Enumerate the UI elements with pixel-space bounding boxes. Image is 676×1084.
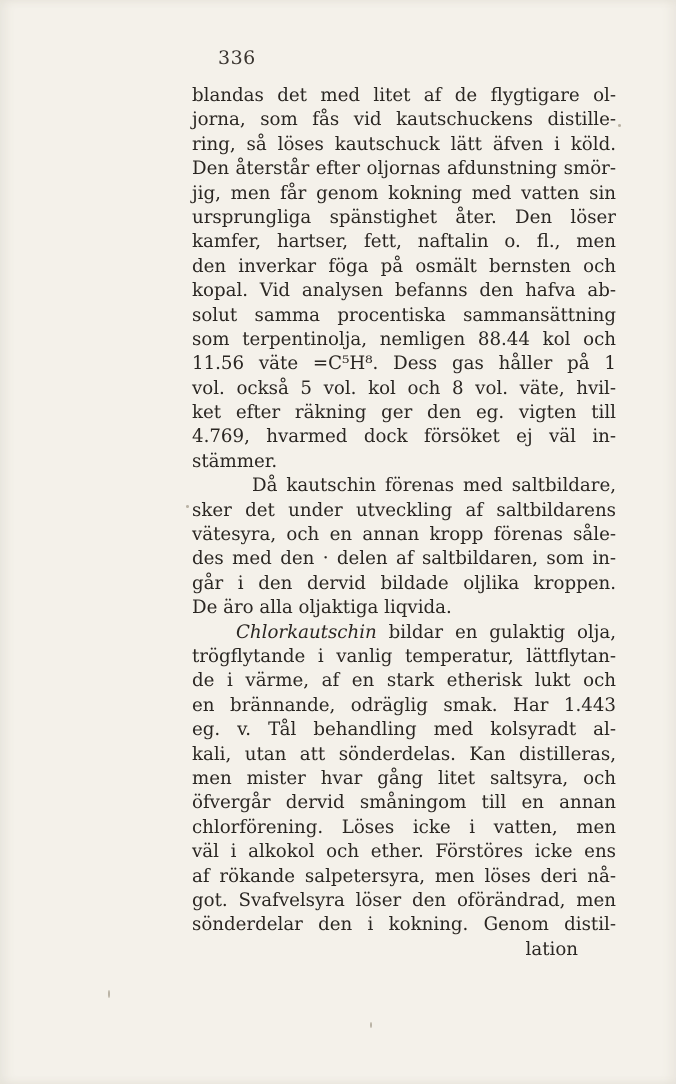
text-line-36: lation bbox=[525, 938, 578, 960]
text-line-6: ursprungliga spänstighet åter. Den löser bbox=[192, 206, 616, 228]
text-line-28: kali, utan att sönderdelas. Kan distilleras, bbox=[192, 743, 616, 765]
text-line-20: des med den · delen af saltbildaren, som in- bbox=[192, 548, 616, 570]
text-line-18: sker det under utveckling af saltbildarens bbox=[192, 499, 616, 521]
text-line-8: den inverkar föga på osmält bernsten och bbox=[192, 255, 616, 277]
text-line-13: vol. också 5 vol. kol och 8 vol. väte, hvil- bbox=[192, 377, 616, 399]
text-line-12: 11.56 väte =C⁵H⁸. Dess gas håller på 1 bbox=[192, 353, 616, 375]
text-line-30: öfvergår dervid småningom till en annan bbox=[192, 792, 616, 814]
text-line-7: kamfer, hartser, fett, naftalin o. fl., men bbox=[192, 231, 616, 253]
text-line-16: stämmer. bbox=[192, 450, 278, 472]
text-line-34: got. Svafvelsyra löser den oförändrad, men bbox=[192, 889, 616, 911]
paper-speck bbox=[186, 505, 189, 508]
text-line-17: Då kautschin förenas med saltbildare, bbox=[252, 475, 616, 497]
text-line-23-rest: bildar en gulaktig olja, bbox=[388, 621, 616, 643]
text-line-1: blandas det med litet af de flygtigare ol- bbox=[192, 85, 616, 106]
text-line-22: De äro alla oljaktiga liqvida. bbox=[192, 597, 452, 619]
text-line-27: eg. v. Tål behandling med kolsyradt al- bbox=[192, 719, 616, 741]
text-line-25: de i värme, af en stark etherisk lukt och bbox=[192, 670, 616, 692]
text-line-33: af rökande salpetersyra, men löses deri nå- bbox=[192, 865, 616, 887]
text-line-10: solut samma procentiska sammansättning bbox=[192, 304, 616, 326]
text-line-19: vätesyra, och en annan kropp förenas såle- bbox=[192, 524, 616, 546]
text-line-4: Den återstår efter oljornas afdunstning smör- bbox=[192, 158, 616, 180]
text-line-5: jig, men får genom kokning med vatten sin bbox=[192, 182, 616, 204]
italic-term: Chlorkautschin bbox=[236, 621, 377, 643]
text-line-9: kopal. Vid analysen befanns den hafva ab- bbox=[192, 280, 616, 302]
paper-speck bbox=[618, 124, 621, 127]
text-line-14: ket efter räkning ger den eg. vigten till bbox=[192, 402, 616, 424]
text-line-15: 4.769, hvarmed dock försöket ej väl in- bbox=[192, 426, 616, 448]
paper-speck bbox=[108, 990, 110, 998]
paper-speck bbox=[370, 1022, 372, 1028]
text-line-32: väl i alkokol och ether. Förstöres icke ens bbox=[192, 841, 616, 863]
text-line-35: sönderdelar den i kokning. Genom distil- bbox=[192, 914, 616, 936]
text-line-23 bbox=[192, 621, 616, 645]
text-line-3: ring, så löses kautschuck lätt äfven i köld. bbox=[192, 133, 616, 155]
text-line-24: trögflytande i vanlig temperatur, lättflytan- bbox=[192, 645, 616, 667]
body-text bbox=[192, 84, 616, 962]
text-line-21: går i den dervid bildade oljlika kroppen. bbox=[192, 572, 616, 594]
text-line-2: jorna, som fås vid kautschuckens distille- bbox=[192, 109, 616, 131]
text-line-29: men mister hvar gång litet saltsyra, och bbox=[192, 767, 616, 789]
page-number: 336 bbox=[218, 47, 256, 69]
text-line-31: chlorförening. Löses icke i vatten, men bbox=[192, 816, 616, 838]
text-line-11: som terpentinolja, nemligen 88.44 kol och bbox=[192, 328, 616, 350]
text-line-26: en brännande, odräglig smak. Har 1.443 bbox=[192, 694, 616, 716]
